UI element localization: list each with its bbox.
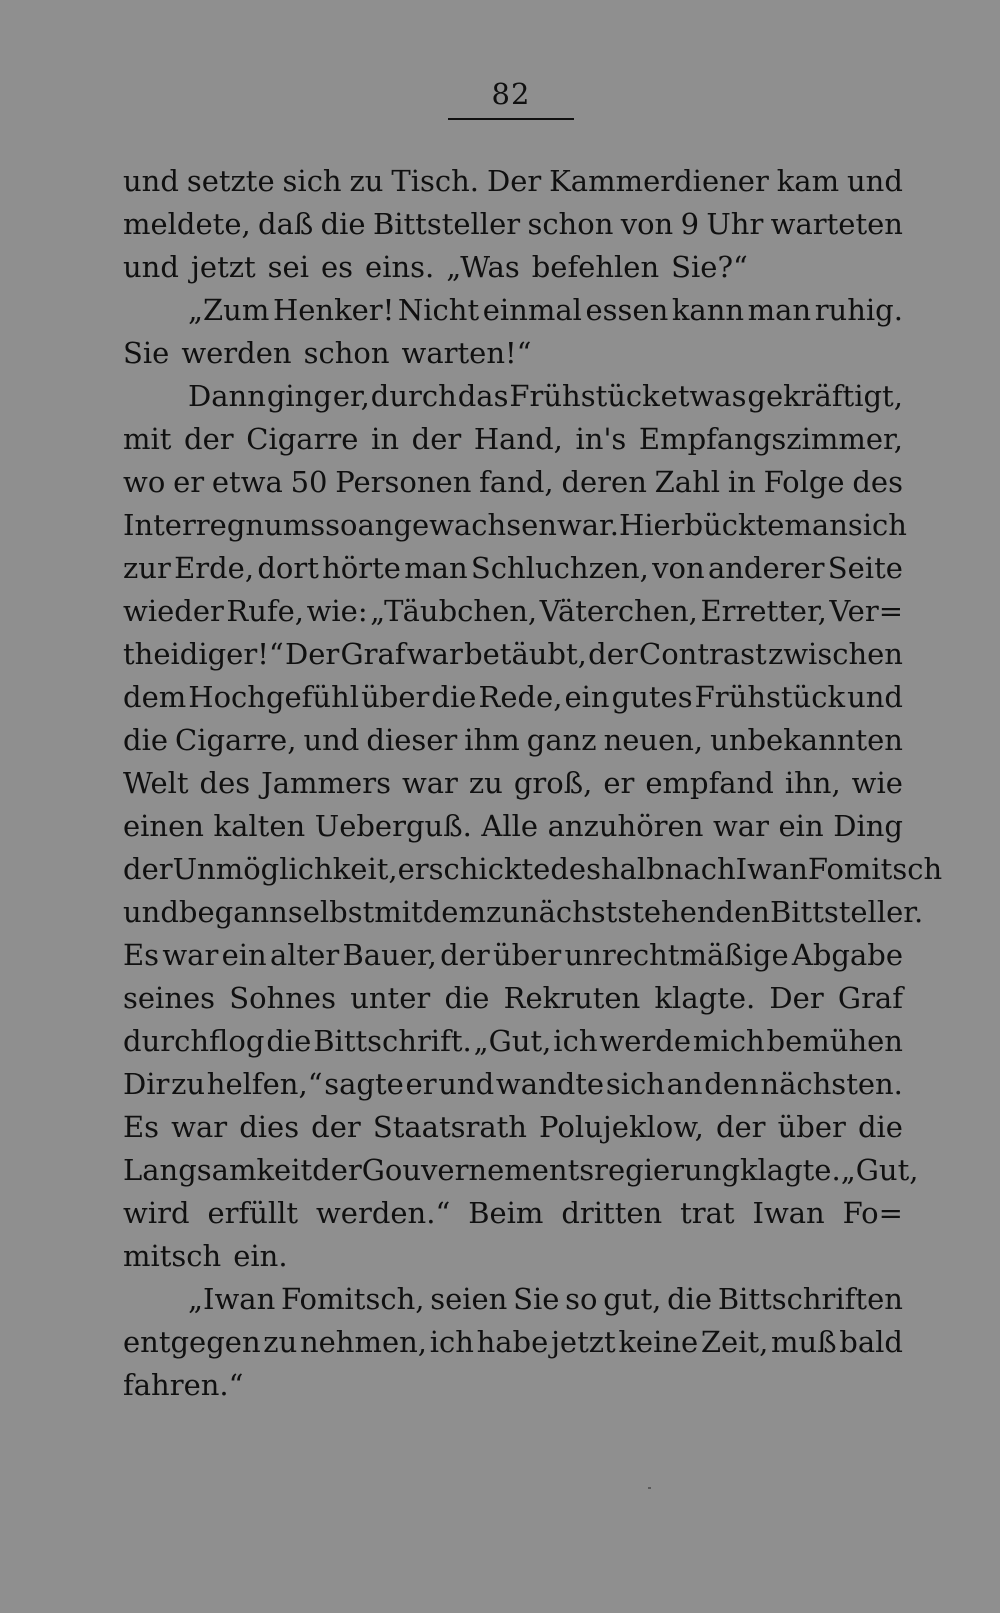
word: einmal	[482, 293, 582, 327]
word: zu	[349, 164, 384, 198]
word: in	[371, 422, 400, 456]
word: er,	[332, 379, 370, 413]
word: war	[171, 1110, 228, 1144]
word: Seite	[827, 551, 903, 585]
text-line	[123, 633, 903, 676]
word: Zeit,	[700, 1325, 769, 1359]
text-line	[123, 1106, 903, 1149]
word: Bauer,	[342, 938, 437, 972]
word: jetzt	[550, 1325, 616, 1359]
word: warten!“	[401, 336, 532, 370]
word: die	[444, 981, 490, 1015]
word: zu	[468, 766, 503, 800]
word: deshalb	[550, 852, 665, 886]
word: Der	[284, 637, 340, 671]
word: sich	[605, 1067, 665, 1101]
word: Rekruten	[503, 981, 641, 1015]
word: Beim	[468, 1196, 544, 1230]
word: gekräftigt,	[747, 379, 903, 413]
word: werden.“	[315, 1196, 451, 1230]
word: Bittschrift.	[313, 1024, 472, 1058]
word: er	[603, 766, 635, 800]
word: Abgabe	[791, 938, 903, 972]
word: mitsch	[123, 1239, 222, 1273]
word: ein	[221, 938, 267, 972]
word: ruhig.	[814, 293, 903, 327]
word: fand,	[479, 465, 554, 499]
text-line	[123, 934, 903, 977]
word: bald	[839, 1325, 903, 1359]
word: zur	[123, 551, 171, 585]
word: Sie?“	[671, 250, 748, 284]
word: Schluchzen,	[470, 551, 649, 585]
word: schickte	[428, 852, 551, 886]
word: das	[457, 379, 509, 413]
word: durchflog	[123, 1024, 265, 1058]
word: anderer	[707, 551, 825, 585]
word: Erretter,	[700, 594, 827, 628]
word: erfüllt	[207, 1196, 299, 1230]
word: er	[173, 465, 205, 499]
word: Der	[769, 981, 824, 1015]
word: Frühstück	[694, 680, 846, 714]
print-speck	[648, 1487, 651, 1489]
text-line	[123, 289, 903, 332]
word: Staatsrath	[372, 1110, 527, 1144]
word: selbst	[287, 895, 375, 929]
word: er	[405, 1067, 437, 1101]
word: habe	[476, 1325, 549, 1359]
word: einen	[123, 809, 204, 843]
word: 50	[290, 465, 328, 499]
word: groß,	[513, 766, 593, 800]
word: über	[361, 680, 430, 714]
word: Alle	[481, 809, 539, 843]
word: es	[321, 250, 354, 284]
text-line	[123, 676, 903, 719]
word: eins.	[365, 250, 435, 284]
word: unter	[350, 981, 431, 1015]
word: zu	[263, 1325, 298, 1359]
word: „Was	[446, 250, 520, 284]
word: mit	[123, 422, 172, 456]
word: sich	[847, 508, 907, 542]
word: seien	[430, 1282, 508, 1316]
word: Rufe,	[226, 594, 305, 628]
word: ein	[564, 680, 610, 714]
word: fahren.“	[123, 1368, 244, 1402]
word: Fo=	[842, 1196, 903, 1230]
text-line	[123, 719, 903, 762]
word: stehenden	[617, 895, 770, 929]
word: 9	[680, 207, 700, 241]
word: Welt	[123, 766, 189, 800]
word: Bittsteller	[372, 207, 521, 241]
word: dort	[257, 551, 319, 585]
text-line	[123, 977, 903, 1020]
word: zwischen	[767, 637, 903, 671]
word: trat	[680, 1196, 735, 1230]
word: Kammerdiener	[549, 164, 769, 198]
word: Contrast	[639, 637, 767, 671]
word: dritten	[561, 1196, 663, 1230]
word: und	[847, 680, 903, 714]
word: in's	[575, 422, 627, 456]
word: von	[652, 551, 705, 585]
word: neuen,	[603, 723, 704, 757]
text-line	[123, 160, 903, 203]
word: ging	[266, 379, 332, 413]
word: Bittsteller.	[769, 895, 924, 929]
word: Polujeklow,	[539, 1110, 704, 1144]
word: so	[325, 508, 358, 542]
word: über	[492, 938, 562, 972]
word: Hochgefühl	[188, 680, 360, 714]
word: nehmen,	[299, 1325, 428, 1359]
word: der	[411, 422, 462, 456]
word: Ver=	[829, 594, 903, 628]
word: durch	[370, 379, 457, 413]
word: „Iwan	[188, 1282, 276, 1316]
word: ich	[429, 1325, 474, 1359]
page-number: 82	[448, 74, 574, 120]
word: sagte	[324, 1067, 404, 1101]
word: Väterchen,	[539, 594, 698, 628]
word: klagte.	[654, 981, 756, 1015]
word: an	[666, 1067, 703, 1101]
word: Rede,	[478, 680, 563, 714]
word: begann	[178, 895, 288, 929]
word: man	[747, 293, 812, 327]
word: wie	[851, 766, 903, 800]
word: der	[311, 1110, 361, 1144]
body-text	[123, 160, 943, 1407]
word: Folge	[763, 465, 845, 499]
word: theidiger!“	[123, 637, 284, 671]
word: Hand,	[473, 422, 563, 456]
word: etwa	[211, 465, 283, 499]
word: die	[320, 207, 366, 241]
word: und	[123, 895, 179, 929]
word: Sie	[513, 1282, 560, 1316]
word: schon	[527, 207, 614, 241]
word: war	[401, 766, 458, 800]
word: er	[397, 852, 429, 886]
word: kalten	[213, 809, 306, 843]
word: Fomitsch	[807, 852, 943, 886]
word: wo	[123, 465, 166, 499]
word: essen	[585, 293, 669, 327]
word: Graf	[837, 981, 903, 1015]
text-line	[123, 203, 903, 246]
word: „Täubchen,	[370, 594, 538, 628]
word: war	[712, 809, 769, 843]
word: angewachsen	[357, 508, 557, 542]
word: Tisch.	[391, 164, 480, 198]
word: zunächst	[485, 895, 618, 929]
word: der	[123, 852, 173, 886]
word: über	[777, 1110, 846, 1144]
text-line	[123, 1278, 903, 1321]
word: ein	[778, 809, 824, 843]
word: Ueberguß.	[314, 809, 472, 843]
word: empfand	[645, 766, 774, 800]
word: bückte	[684, 508, 785, 542]
text-line	[123, 1192, 903, 1235]
word: sei	[267, 250, 309, 284]
word: Frühstück	[509, 379, 660, 413]
word: gut,	[603, 1282, 662, 1316]
word: so	[565, 1282, 598, 1316]
word: wieder	[123, 594, 224, 628]
word: hörte	[322, 551, 401, 585]
word: in	[727, 465, 756, 499]
word: bemühen	[766, 1024, 903, 1058]
word: dies	[239, 1110, 300, 1144]
word: ich	[553, 1024, 598, 1058]
word: Hier	[618, 508, 685, 542]
text-line	[123, 1149, 919, 1192]
word: kam	[776, 164, 840, 198]
text-line	[123, 418, 903, 461]
text-line	[123, 375, 903, 418]
word: werden	[181, 336, 292, 370]
word: ein.	[233, 1239, 288, 1273]
word: wandte	[495, 1067, 605, 1101]
word: Fomitsch,	[281, 1282, 425, 1316]
word: Unmöglichkeit,	[172, 852, 398, 886]
word: klagte.	[739, 1153, 841, 1187]
text-line	[123, 1020, 903, 1063]
word: ihn,	[784, 766, 841, 800]
word: unbekannten	[710, 723, 903, 757]
word: Uhr	[706, 207, 764, 241]
word: die	[123, 723, 169, 757]
word: mit	[374, 895, 423, 929]
word: dem	[123, 680, 187, 714]
word: entgegen	[123, 1325, 261, 1359]
text-line	[123, 547, 903, 590]
word: Der	[486, 164, 542, 198]
word: kann	[671, 293, 745, 327]
text-line	[123, 1235, 903, 1278]
word: des	[852, 465, 903, 499]
text-line	[123, 848, 943, 891]
word: sich	[282, 164, 342, 198]
text-line	[123, 1321, 903, 1364]
word: Personen	[335, 465, 472, 499]
word: war	[162, 938, 219, 972]
word: dem	[422, 895, 486, 929]
word: Empfangszimmer,	[638, 422, 903, 456]
word: setzte	[186, 164, 275, 198]
word: Nicht	[397, 293, 480, 327]
text-line	[123, 332, 903, 375]
word: werde	[599, 1024, 691, 1058]
word: alter	[269, 938, 340, 972]
word: etwas	[660, 379, 747, 413]
word: und	[123, 164, 179, 198]
word: Langsamkeit	[123, 1153, 313, 1187]
word: war	[406, 637, 463, 671]
word: „Zum	[188, 293, 270, 327]
word: Gouvernementsregierung	[361, 1153, 740, 1187]
word: war.	[556, 508, 619, 542]
word: die	[431, 680, 477, 714]
text-line	[123, 762, 903, 805]
word: Sohnes	[229, 981, 336, 1015]
word: der	[440, 938, 490, 972]
word: nach	[664, 852, 736, 886]
word: zu	[171, 1067, 206, 1101]
word: schon	[303, 336, 390, 370]
word: seines	[123, 981, 216, 1015]
word: der	[312, 1153, 362, 1187]
word: der	[184, 422, 234, 456]
word: wird	[123, 1196, 190, 1230]
word: Jammers	[261, 766, 391, 800]
word: und	[123, 250, 179, 284]
word: ganz	[526, 723, 597, 757]
word: Erde,	[174, 551, 255, 585]
word: Graf	[340, 637, 406, 671]
word: warteten	[770, 207, 903, 241]
word: keine	[618, 1325, 699, 1359]
word: muß	[771, 1325, 837, 1359]
word: jetzt	[190, 250, 256, 284]
word: dieser	[366, 723, 458, 757]
word: man	[784, 508, 848, 542]
word: Bittschriften	[717, 1282, 903, 1316]
word: von	[620, 207, 674, 241]
word: der	[715, 1110, 766, 1144]
word: Zahl	[654, 465, 721, 499]
word: Iwan	[735, 852, 808, 886]
text-line	[123, 891, 924, 934]
text-line	[123, 504, 907, 547]
word: Interregnums	[123, 508, 326, 542]
word: betäubt,	[464, 637, 587, 671]
word: „Gut,	[840, 1153, 919, 1187]
word: wie:	[306, 594, 368, 628]
text-line	[123, 461, 903, 504]
word: des	[199, 766, 251, 800]
word: und	[438, 1067, 495, 1101]
text-line	[123, 246, 903, 289]
word: die	[667, 1282, 713, 1316]
word: befehlen	[531, 250, 660, 284]
word: den	[704, 1067, 759, 1101]
word: Es	[123, 938, 160, 972]
word: Iwan	[752, 1196, 825, 1230]
word: die	[857, 1110, 903, 1144]
word: Sie	[123, 336, 170, 370]
text-line	[123, 590, 903, 633]
text-line	[123, 1063, 903, 1106]
text-line	[123, 805, 903, 848]
word: gutes	[611, 680, 693, 714]
word: unrechtmäßige	[564, 938, 789, 972]
word: Cigarre,	[175, 723, 297, 757]
word: deren	[561, 465, 647, 499]
word: Es	[123, 1110, 160, 1144]
word: der	[588, 637, 638, 671]
word: Dir	[123, 1067, 170, 1101]
word: Ding	[833, 809, 903, 843]
word: mich	[692, 1024, 765, 1058]
word: nächsten.	[760, 1067, 903, 1101]
word: meldete,	[123, 207, 251, 241]
word: ihm	[464, 723, 520, 757]
word: anzuhören	[547, 809, 704, 843]
word: „Gut,	[473, 1024, 552, 1058]
word: und	[847, 164, 903, 198]
word: und	[303, 723, 360, 757]
word: daß	[258, 207, 314, 241]
word: die	[266, 1024, 312, 1058]
word: Cigarre	[246, 422, 359, 456]
word: Henker!	[272, 293, 395, 327]
word: man	[404, 551, 468, 585]
word: helfen,“	[206, 1067, 323, 1101]
word: Dann	[188, 379, 266, 413]
text-line	[123, 1364, 903, 1407]
